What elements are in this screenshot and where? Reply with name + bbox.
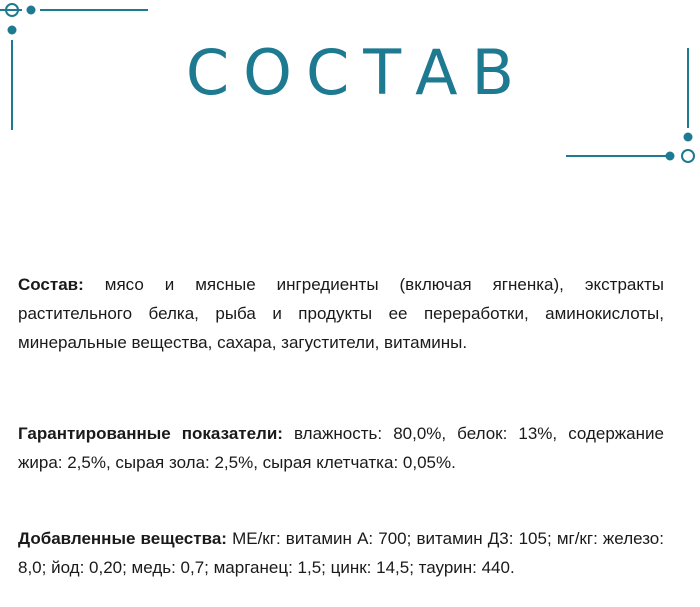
composition-label: Состав: <box>18 275 84 294</box>
page-title: СОСТАВ <box>185 36 529 109</box>
composition-paragraph <box>18 270 664 357</box>
guaranteed-indicators-label: Гарантированные показатели: <box>18 424 283 443</box>
added-substances-paragraph <box>18 524 664 582</box>
added-substances-label: Добавленные вещества: <box>18 529 227 548</box>
guaranteed-indicators-text: влажность: 80,0%, белок: 13%, содержание жира: 2,5%, сырая зола: 2,5%, сырая клетчатка: 0,05%. <box>18 424 664 472</box>
composition-text: мясо и мясные ингредиенты (включая ягненка), экстракты растительного белка, рыба и продукты ее переработки, аминокислоты, минеральные вещества, сахара, загустители, витамины. <box>18 275 664 352</box>
guaranteed-indicators-paragraph <box>18 419 664 477</box>
added-substances-text: МЕ/кг: витамин А: 700; витамин Д3: 105; мг/кг: железо: 8,0; йод: 0,20; медь: 0,7; марганец: 1,5; цинк: 14,5; таурин: 440. <box>18 529 664 577</box>
